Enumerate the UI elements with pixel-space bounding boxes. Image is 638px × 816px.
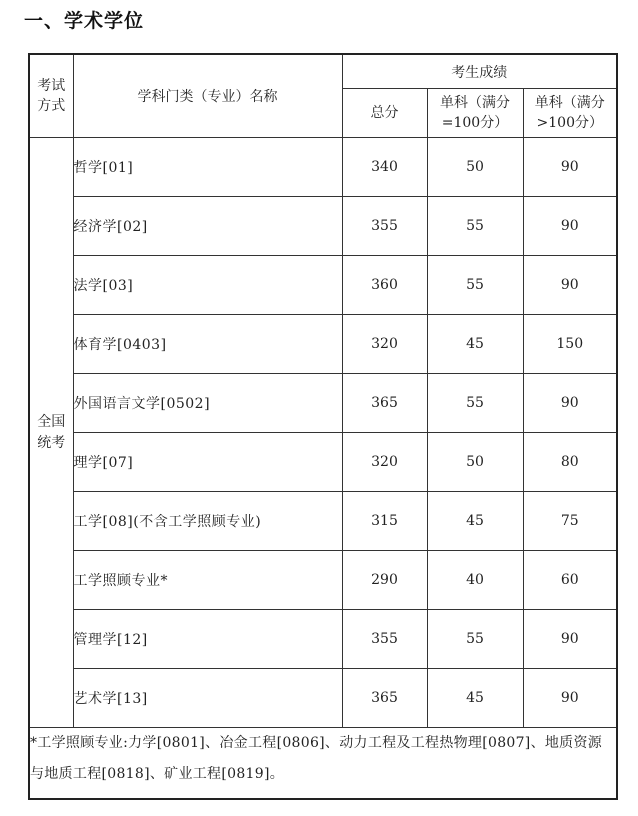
single-100-cell: 50	[427, 433, 523, 492]
total-cell: 290	[342, 551, 427, 610]
header-single-100	[427, 89, 523, 138]
header-single-over100-label: 单科（满分>100分）	[534, 95, 605, 131]
single-over100-cell: 90	[523, 197, 617, 256]
header-row-1	[29, 54, 617, 89]
single-100-cell: 45	[427, 492, 523, 551]
table-row	[29, 551, 617, 610]
footnote: *工学照顾专业:力学[0801]、冶金工程[0806]、动力工程及工程热物理[0807]、地质资源与地质工程[0818]、矿业工程[0819]。	[29, 728, 617, 800]
table-row	[29, 669, 617, 728]
footnote-row	[29, 728, 617, 800]
total-cell: 320	[342, 315, 427, 374]
subject-cell: 哲学[01]	[73, 138, 342, 197]
single-100-cell: 55	[427, 610, 523, 669]
header-single-over100	[523, 89, 617, 138]
table-row	[29, 492, 617, 551]
table-row	[29, 256, 617, 315]
single-100-cell: 50	[427, 138, 523, 197]
single-over100-cell: 75	[523, 492, 617, 551]
total-cell: 340	[342, 138, 427, 197]
header-score-group: 考生成绩	[342, 54, 617, 89]
header-single-100-label: 单科（满分=100分）	[440, 95, 510, 131]
table-row	[29, 374, 617, 433]
single-over100-cell: 90	[523, 138, 617, 197]
single-over100-cell: 80	[523, 433, 617, 492]
single-100-cell: 40	[427, 551, 523, 610]
single-over100-cell: 60	[523, 551, 617, 610]
subject-cell: 艺术学[13]	[73, 669, 342, 728]
table-row	[29, 197, 617, 256]
total-cell: 355	[342, 610, 427, 669]
method-cell	[29, 138, 73, 728]
total-cell: 365	[342, 669, 427, 728]
total-cell: 355	[342, 197, 427, 256]
table-row	[29, 610, 617, 669]
subject-cell: 理学[07]	[73, 433, 342, 492]
method-label: 全国统考	[37, 413, 66, 451]
total-cell: 365	[342, 374, 427, 433]
subject-cell: 外国语言文学[0502]	[73, 374, 342, 433]
subject-cell: 法学[03]	[73, 256, 342, 315]
single-over100-cell: 90	[523, 374, 617, 433]
subject-cell: 工学[08](不含工学照顾专业)	[73, 492, 342, 551]
single-100-cell: 55	[427, 374, 523, 433]
single-100-cell: 45	[427, 315, 523, 374]
section-heading: 一、学术学位	[24, 10, 145, 32]
single-over100-cell: 90	[523, 610, 617, 669]
total-cell: 320	[342, 433, 427, 492]
single-over100-cell: 150	[523, 315, 617, 374]
single-100-cell: 55	[427, 197, 523, 256]
single-over100-cell: 90	[523, 256, 617, 315]
subject-cell: 工学照顾专业*	[73, 551, 342, 610]
subject-cell: 管理学[12]	[73, 610, 342, 669]
table-row	[29, 315, 617, 374]
score-table	[28, 53, 618, 800]
subject-cell: 经济学[02]	[73, 197, 342, 256]
header-method	[29, 54, 73, 138]
header-total: 总分	[342, 89, 427, 138]
header-method-label: 考试方式	[37, 78, 66, 114]
single-over100-cell: 90	[523, 669, 617, 728]
header-subject: 学科门类（专业）名称	[73, 54, 342, 138]
subject-cell: 体育学[0403]	[73, 315, 342, 374]
single-100-cell: 55	[427, 256, 523, 315]
total-cell: 360	[342, 256, 427, 315]
table-row	[29, 138, 617, 197]
single-100-cell: 45	[427, 669, 523, 728]
total-cell: 315	[342, 492, 427, 551]
table-row	[29, 433, 617, 492]
